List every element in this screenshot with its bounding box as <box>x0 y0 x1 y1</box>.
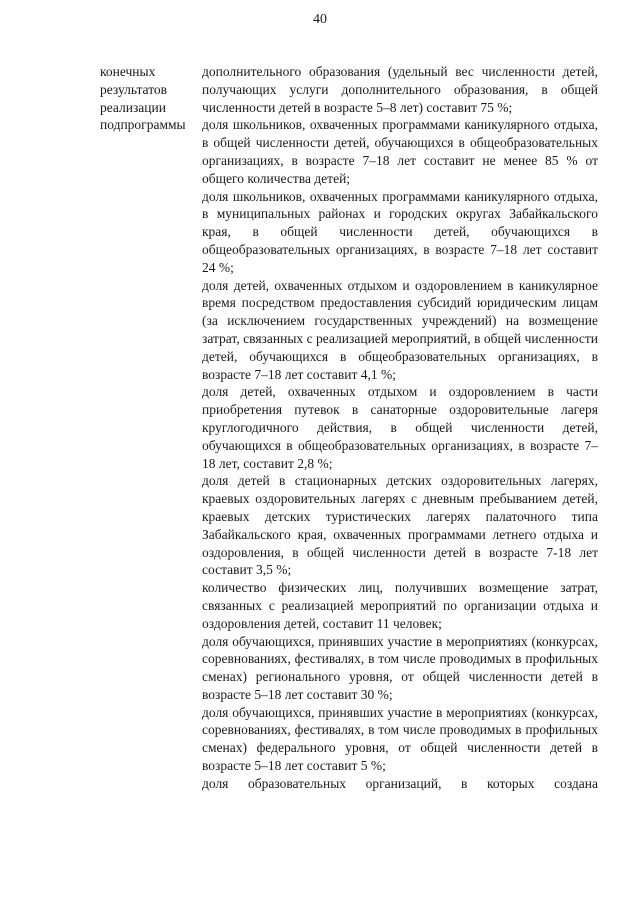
indicator-paragraph: доля детей, охваченных отдыхом и оздоровлением в каникулярное время посредством предоставления субсидий юридическим лицам (за исключением государственных учреждений) на возмещение затрат, связанных с реализацией мероприятий, в общей численности детей, обучающихся в общеобразовательных организациях, в возрасте 7–18 лет составит 4,1 %; <box>202 277 598 382</box>
indicator-paragraph: доля детей в стационарных детских оздоровительных лагерях, краевых оздоровительных лагерях с дневным пребыванием детей, краевых детских туристических лагерях палаточного типа Забайкальского края, охваченных программами летнего отдыха и оздоровления, в общей численности детей в возрасте 7-18 лет составит 3,5 %; <box>202 473 598 578</box>
row-label <box>100 63 200 134</box>
indicator-paragraph: доля образовательных организаций, в которых создана <box>202 775 598 791</box>
page-number: 40 <box>313 12 327 27</box>
row-label-line: реализации <box>100 99 166 115</box>
indicator-list <box>202 63 598 793</box>
indicator-paragraph: количество физических лиц, получивших возмещение затрат, связанных с реализацией мероприятий по организации отдыха и оздоровления детей, составит 11 человек; <box>202 580 598 631</box>
indicator-paragraph: доля школьников, охваченных программами каникулярного отдыха, в общей численности детей, обучающихся в общеобразовательных организациях, в возрасте 7–18 лет составит не менее 85 % от общего количества детей; <box>202 117 598 186</box>
indicator-paragraph: доля школьников, охваченных программами каникулярного отдыха, в муниципальных районах и городских округах Забайкальского края, в общей численности детей, обучающихся в общеобразовательных организациях, в возрасте 7–18 лет составит 24 %; <box>202 188 598 275</box>
row-label-line: конечных <box>100 64 156 79</box>
row-label-line: результатов <box>100 81 168 97</box>
indicator-paragraph: доля обучающихся, принявших участие в мероприятиях (конкурсах, соревнованиях, фестивалях, в том числе проводимых в профильных сменах) федерального уровня, от общей численности детей в возрасте 5–18 лет составит 5 %; <box>202 704 598 774</box>
row-label-line: подпрограммы <box>100 117 186 133</box>
indicator-paragraph: доля обучающихся, принявших участие в мероприятиях (конкурсах, соревнованиях, фестивалях, в том числе проводимых в профильных сменах) регионального уровня, от общей численности детей в возрасте 5–18 лет составит 30 %; <box>202 633 598 702</box>
indicator-paragraph: дополнительного образования (удельный вес численности детей, получающих услуги дополнительного образования, в общей численности детей в возрасте 5–8 лет) составит 75 %; <box>202 64 598 115</box>
indicator-paragraph: доля детей, охваченных отдыхом и оздоровлением в части приобретения путевок в санаторные оздоровительные лагеря круглогодичного действия, в общей численности детей, обучающихся в общеобразовательных организациях, в возрасте 7–18 лет, составит 2,8 %; <box>202 384 598 471</box>
